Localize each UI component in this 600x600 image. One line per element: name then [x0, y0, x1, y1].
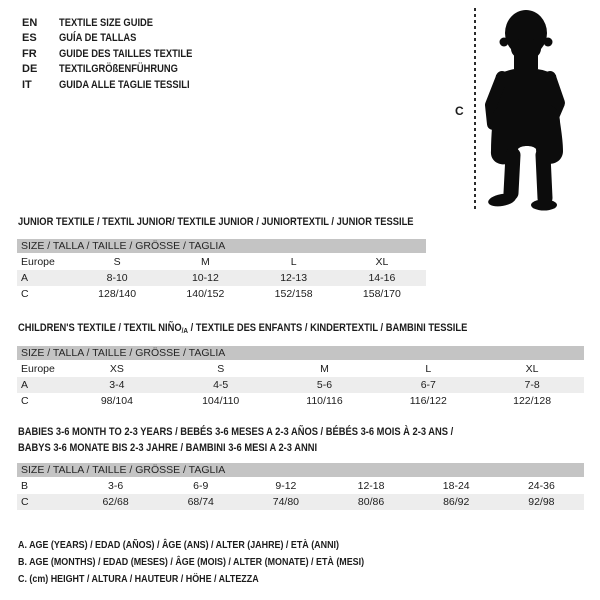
- size-cell: 122/128: [513, 395, 552, 407]
- height-measure-label: C: [455, 104, 464, 118]
- size-cell: 86/92: [443, 496, 470, 508]
- row-label: Europe: [21, 256, 55, 268]
- row-label: A: [21, 379, 29, 391]
- table-row: [17, 361, 584, 377]
- size-cell: XL: [375, 256, 389, 268]
- lang-row-es: [22, 31, 216, 46]
- lang-code: DE: [22, 63, 38, 76]
- lang-row-fr: [22, 47, 216, 62]
- language-list: [22, 16, 216, 93]
- table-row: [17, 377, 584, 393]
- babies-size-bar: SIZE / TALLA / TAILLE / GRÖSSE / TAGLIA: [17, 463, 584, 477]
- size-cell: S: [113, 256, 121, 268]
- junior-size-table: [17, 254, 426, 302]
- size-cell: 92/98: [528, 496, 555, 508]
- size-cell: M: [320, 363, 329, 375]
- lang-row-de: [22, 62, 216, 77]
- size-cell: 4-5: [213, 379, 229, 391]
- size-cell: XS: [109, 363, 124, 375]
- lang-code: FR: [22, 47, 37, 60]
- table-row: [17, 494, 584, 510]
- table-row: [17, 478, 584, 494]
- footnotes: [18, 537, 425, 587]
- size-cell: 3-4: [109, 379, 125, 391]
- footnote-c: C. (cm) HEIGHT / ALTURA / HAUTEUR / HÖHE / ALTEZZA: [18, 572, 259, 585]
- size-cell: 6-9: [193, 480, 209, 492]
- baby-silhouette-icon: [481, 5, 593, 211]
- row-label: Europe: [21, 363, 55, 375]
- babies-size-table: [17, 478, 584, 510]
- size-cell: 5-6: [316, 379, 333, 391]
- size-cell: 10-12: [191, 272, 219, 284]
- lang-code: EN: [22, 17, 38, 29]
- table-row: [17, 254, 426, 270]
- size-cell: 74/80: [272, 496, 300, 508]
- size-cell: 98/104: [100, 395, 133, 407]
- size-cell: 24-36: [527, 480, 555, 492]
- size-cell: 62/68: [102, 496, 129, 508]
- babies-title-line2: BABYS 3-6 MONATE BIS 2-3 JAHRE / BAMBINI 3-6 MESI A 2-3 ANNI: [18, 442, 318, 454]
- lang-title: TEXTILGRÖßENFÜHRUNG: [59, 63, 178, 76]
- footnote-b: B. AGE (MONTHS) / EDAD (MESES) / ÂGE (MOIS) / ALTER (MONATE) / ETÀ (MESI): [18, 555, 365, 568]
- size-cell: 14-16: [368, 272, 396, 284]
- table-row: [17, 270, 426, 286]
- children-title-sub: /A: [181, 326, 188, 335]
- row-label: C: [21, 496, 29, 508]
- height-dotted-line: [474, 8, 476, 209]
- size-cell: 6-7: [420, 379, 436, 391]
- babies-title-line1: BABIES 3-6 MONTH TO 2-3 YEARS / BEBÉS 3-6 MESES A 2-3 AÑOS / BÉBÉS 3-6 MOIS À 2-3 ANS /: [18, 426, 454, 438]
- children-title-post: / TEXTILE DES ENFANTS / KINDERTEXTIL / BAMBINI TESSILE: [187, 322, 468, 334]
- children-section-title: [18, 322, 547, 335]
- size-cell: L: [425, 363, 432, 375]
- children-title-text: [18, 322, 467, 335]
- table-row: [17, 286, 426, 302]
- children-title-pre: CHILDREN'S TEXTILE / TEXTIL NIÑO: [18, 322, 182, 334]
- size-cell: L: [290, 256, 297, 268]
- size-cell: 18-24: [442, 480, 470, 492]
- children-table: [17, 346, 584, 409]
- size-cell: XL: [525, 363, 539, 375]
- lang-title: TEXTILE SIZE GUIDE: [59, 17, 154, 29]
- size-cell: 68/74: [187, 496, 214, 508]
- lang-code: IT: [22, 78, 32, 91]
- babies-table: [17, 463, 584, 510]
- lang-title: GUIDA ALLE TAGLIE TESSILI: [59, 78, 190, 91]
- junior-size-bar: SIZE / TALLA / TAILLE / GRÖSSE / TAGLIA: [17, 239, 426, 253]
- size-cell: 12-18: [357, 480, 385, 492]
- size-cell: 104/110: [202, 395, 240, 407]
- row-label: C: [21, 395, 29, 407]
- size-cell: M: [201, 256, 210, 268]
- footnote-a: A. AGE (YEARS) / EDAD (AÑOS) / ÂGE (ANS) / ALTER (JAHRE) / ETÀ (ANNI): [18, 539, 339, 551]
- size-cell: 128/140: [98, 288, 137, 300]
- size-cell: 110/116: [306, 395, 343, 407]
- lang-title: GUIDE DES TAILLES TEXTILE: [59, 47, 193, 60]
- size-cell: 80/86: [357, 496, 385, 508]
- lang-code: ES: [22, 32, 37, 45]
- row-label: B: [21, 480, 29, 492]
- row-label: A: [21, 272, 29, 284]
- lang-title: GUÍA DE TALLAS: [59, 32, 137, 45]
- size-cell: 116/122: [409, 395, 447, 407]
- size-cell: 152/158: [274, 288, 313, 300]
- lang-row-en: [22, 16, 216, 31]
- junior-title-text: JUNIOR TEXTILE / TEXTIL JUNIOR/ TEXTILE JUNIOR / JUNIORTEXTIL / JUNIOR TESSILE: [18, 216, 414, 228]
- size-cell: S: [217, 363, 225, 375]
- babies-section-title: [18, 424, 530, 456]
- size-cell: 140/152: [186, 288, 225, 300]
- size-cell: 9-12: [275, 480, 297, 492]
- junior-section-title: [18, 216, 483, 228]
- children-size-table: [17, 361, 584, 409]
- size-cell: 8-10: [106, 272, 128, 284]
- junior-table: [17, 239, 426, 302]
- row-label: C: [21, 288, 29, 300]
- size-cell: 3-6: [107, 480, 124, 492]
- size-cell: 7-8: [524, 379, 540, 391]
- size-cell: 12-13: [280, 272, 308, 284]
- table-row: [17, 393, 584, 409]
- size-cell: 158/170: [362, 288, 401, 300]
- lang-row-it: [22, 78, 216, 93]
- children-size-bar: SIZE / TALLA / TAILLE / GRÖSSE / TAGLIA: [17, 346, 584, 360]
